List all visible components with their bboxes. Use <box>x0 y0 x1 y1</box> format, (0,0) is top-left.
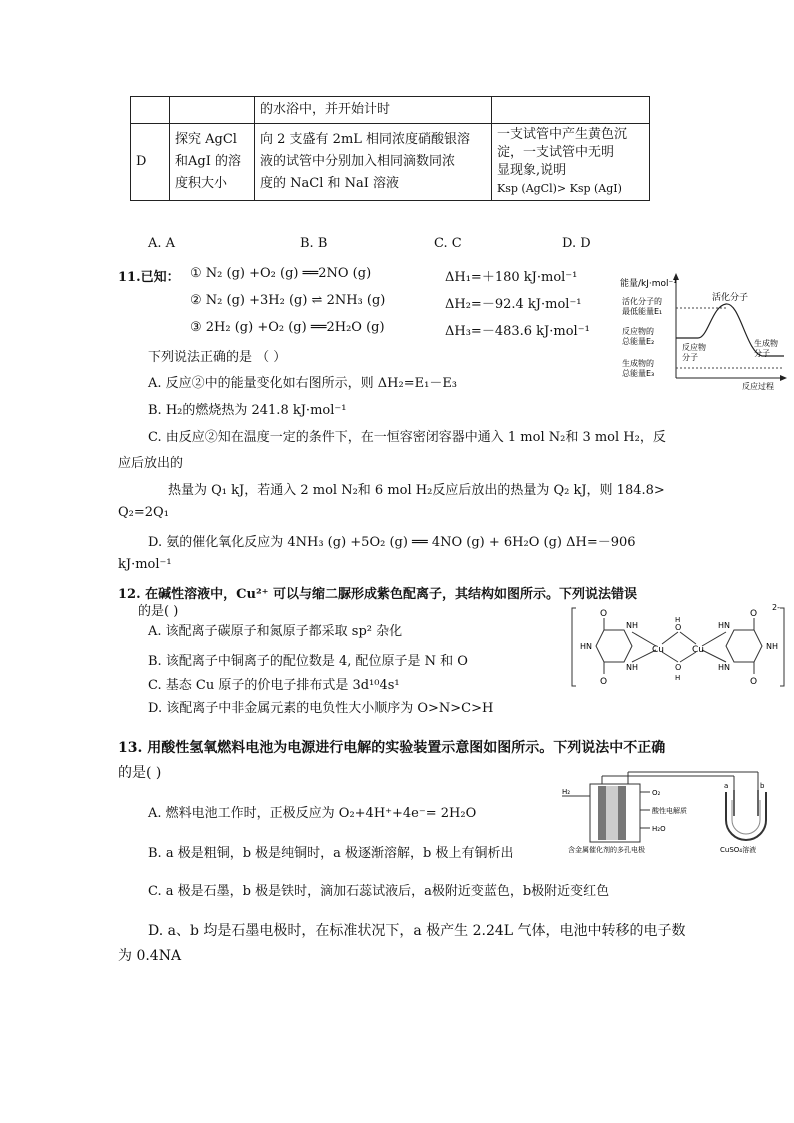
atom-label: Cu <box>652 645 664 655</box>
result-line: 一支试管中产生黄色沉 <box>497 127 628 142</box>
atom-label: O <box>750 609 758 619</box>
atom-label: O <box>600 677 608 687</box>
q12-stem: 12. 在碱性溶液中，Cu²⁺ 可以与缩二脲形成紫色配离子，其结构如图所示。下列说法错误 <box>118 587 638 602</box>
graph-activated: 活化分子 <box>712 293 749 303</box>
q11-option-c[interactable]: C. 由反应②知在温度一定的条件下，在一恒容密闭容器中通入 1 mol N₂和 3 mol H₂，反 <box>148 430 666 445</box>
q12-option-a[interactable]: A. 该配离子碳原子和氮原子都采取 sp² 杂化 <box>148 624 403 639</box>
q11-reaction-1: ① N₂ (g) +O₂ (g) ══2NO (g) <box>190 266 372 281</box>
fuel-cell-apparatus <box>560 770 790 854</box>
operation-line: 向 2 支盛有 2mL 相同浓度硝酸银溶 <box>260 132 471 147</box>
fig-label: a <box>724 782 729 790</box>
q10-option-d[interactable]: D. D <box>562 236 591 251</box>
q11-option-c-cont: Q₂=2Q₁ <box>118 505 169 520</box>
table-cell <box>170 97 255 124</box>
q13-option-a[interactable]: A. 燃料电池工作时，正极反应为 O₂+4H⁺+4e⁻= 2H₂O <box>148 806 477 821</box>
table-cell: 的水浴中，并开始计时 <box>255 97 492 124</box>
atom-label: H <box>675 674 681 682</box>
experiment-table <box>130 96 650 201</box>
purpose-cell <box>170 124 255 201</box>
operation-line: 液的试管中分别加入相同滴数同浓 <box>260 154 456 169</box>
fig-label: CuSO₄溶液 <box>720 846 757 854</box>
atom-label: O <box>675 623 682 632</box>
graph-label: 分子 <box>682 353 698 362</box>
atom-label: HN <box>580 642 592 651</box>
table-cell <box>492 97 650 124</box>
q12-stem-cont: 的是( ) <box>138 604 179 619</box>
q10-option-c[interactable]: C. C <box>434 236 462 251</box>
result-cell <box>492 124 650 201</box>
q13-option-c[interactable]: C. a 极是石墨，b 极是铁时，滴加石蕊试液后，a极附近变蓝色，b极附近变红色 <box>148 884 610 899</box>
graph-label: 总能量E₃ <box>622 369 655 378</box>
graph-ylabel: 能量/kJ·mol⁻¹ <box>620 279 677 289</box>
purpose-line: 探究 AgCl <box>175 132 237 147</box>
q13-option-d[interactable]: D. a、b 均是石墨电极时，在标准状况下，a 极产生 2.24L 气体，电池中转移的电子数 <box>148 923 686 939</box>
graph-label: 总能量E₂ <box>622 337 655 346</box>
q12-option-b[interactable]: B. 该配离子中铜离子的配位数是 4, 配位原子是 N 和 O <box>148 654 468 669</box>
atom-label: O <box>600 609 608 619</box>
atom-label: NH <box>766 642 778 651</box>
q11-option-d-cont: kJ·mol⁻¹ <box>118 557 172 572</box>
q11-reaction-3: ③ 2H₂ (g) +O₂ (g) ══2H₂O (g) <box>190 320 385 335</box>
q11-prefix: 11.已知： <box>118 270 180 285</box>
table-row <box>131 97 650 124</box>
energy-diagram <box>612 270 788 392</box>
atom-label: NH <box>626 621 638 630</box>
fig-label: H₂ <box>562 788 571 796</box>
q11-option-a[interactable]: A. 反应②中的能量变化如右图所示，则 ΔH₂=E₁－E₃ <box>148 376 458 391</box>
q13-stem: 13. 用酸性氢氧燃料电池为电源进行电解的实验装置示意图如图所示。下列说法中不正确 <box>118 740 666 756</box>
operation-line: 度的 NaCl 和 NaI 溶液 <box>260 176 400 191</box>
graph-label: 反应物 <box>682 343 706 352</box>
q11-stem: 下列说法正确的是 （ ） <box>148 350 287 365</box>
graph-label: 活化分子的 <box>622 297 662 306</box>
graph-label: 反应物的 <box>622 327 654 336</box>
purpose-line: 度积大小 <box>175 176 228 191</box>
q11-option-c-cont: 应后放出的 <box>118 456 184 471</box>
q11-enthalpy-3: ΔH₃=－483.6 kJ·mol⁻¹ <box>445 324 590 339</box>
q11-enthalpy-2: ΔH₂=－92.4 kJ·mol⁻¹ <box>445 297 582 312</box>
result-line: 淀，一支试管中无明 <box>497 145 615 160</box>
atom-label: O <box>750 677 758 687</box>
atom-label: O <box>675 663 682 672</box>
q11-reaction-2: ② N₂ (g) +3H₂ (g) ⇌ 2NH₃ (g) <box>190 293 386 308</box>
fig-label: O₂ <box>652 789 661 797</box>
row-label: D <box>131 124 170 201</box>
atom-label: HN <box>718 663 730 672</box>
atom-label: HN <box>718 621 730 630</box>
ion-charge: 2- <box>772 604 780 612</box>
q11-option-d[interactable]: D. 氨的催化氧化反应为 4NH₃ (g) +5O₂ (g) ══ 4NO (g) + 6H₂O (g) ΔH=－906 <box>148 535 636 550</box>
fig-label: b <box>760 782 765 790</box>
fig-label: 酸性电解质 <box>652 807 687 815</box>
result-line: 显现象,说明 <box>497 163 567 178</box>
q13-stem-cont: 的是( ) <box>118 765 162 781</box>
q11-enthalpy-1: ΔH₁=＋180 kJ·mol⁻¹ <box>445 270 578 285</box>
complex-ion-structure <box>570 604 790 690</box>
q13-option-d-cont: 为 0.4NA <box>118 948 182 964</box>
graph-label: 分子 <box>754 349 770 358</box>
q12-option-d[interactable]: D. 该配离子中非金属元素的电负性大小顺序为 O>N>C>H <box>148 701 494 716</box>
table-cell <box>131 97 170 124</box>
q11-option-c-cont: 热量为 Q₁ kJ，若通入 2 mol N₂和 6 mol H₂反应后放出的热量为 Q₂ kJ，则 184.8> <box>168 483 665 498</box>
fig-label: 含金属催化剂的多孔电极 <box>568 846 645 854</box>
q13-option-b[interactable]: B. a 极是粗铜，b 极是纯铜时，a 极逐渐溶解，b 极上有铜析出 <box>148 846 514 861</box>
operation-cell <box>255 124 492 201</box>
atom-label: H <box>675 616 681 624</box>
result-line: Ksp (AgCl)> Ksp (AgI) <box>497 182 622 195</box>
atom-label: Cu <box>692 645 704 655</box>
graph-label: 最低能量E₁ <box>622 307 663 316</box>
q10-option-a[interactable]: A. A <box>148 236 176 251</box>
q12-option-c[interactable]: C. 基态 Cu 原子的价电子排布式是 3d¹⁰4s¹ <box>148 678 400 693</box>
graph-label: 生成物 <box>754 339 778 348</box>
q11-option-b[interactable]: B. H₂的燃烧热为 241.8 kJ·mol⁻¹ <box>148 403 347 418</box>
table-row <box>131 124 650 201</box>
q10-option-b[interactable]: B. B <box>300 236 328 251</box>
atom-label: NH <box>626 663 638 672</box>
fig-label: H₂O <box>652 825 666 833</box>
graph-xlabel: 反应过程 <box>742 382 774 391</box>
purpose-line: 和AgI 的溶 <box>175 154 241 169</box>
graph-label: 生成物的 <box>622 359 654 368</box>
